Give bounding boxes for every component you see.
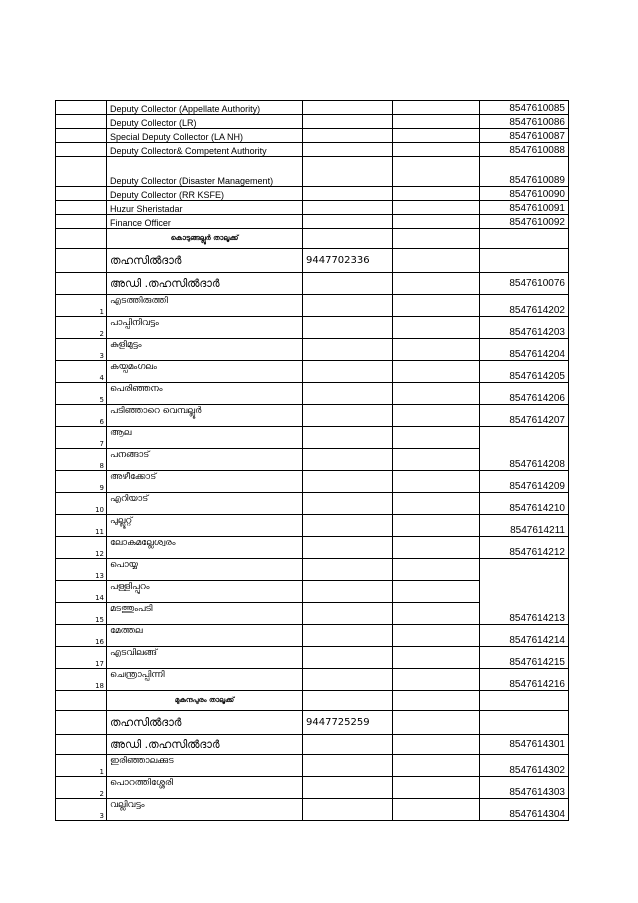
- table-row: [56, 691, 569, 711]
- phone-number: 8547614216: [480, 669, 569, 691]
- phone-number: 8547614210: [480, 493, 569, 515]
- officer-title: Finance Officer: [107, 215, 303, 229]
- serial-cell: 11: [56, 515, 107, 537]
- phone-number: 8547614204: [480, 339, 569, 361]
- phone-number: 8547614209: [480, 471, 569, 493]
- village-name: പുല്ലൂറ്റ്: [107, 515, 303, 537]
- table-row: [56, 625, 569, 647]
- addl-tahsildar-label: അഡി .തഹസിൽദാർ: [107, 735, 303, 755]
- village-name: അഴീക്കോട്: [107, 471, 303, 493]
- village-name: മടത്തുംപടി: [107, 603, 303, 625]
- phone-number: 8547610090: [480, 187, 569, 201]
- serial-cell: 9: [56, 471, 107, 493]
- table-row: [56, 143, 569, 157]
- village-name: പനങ്ങാട്: [107, 449, 303, 471]
- phone-number: 8547610088: [480, 143, 569, 157]
- table-row: [56, 449, 569, 471]
- table-row: [56, 603, 569, 625]
- table-row: [56, 229, 569, 249]
- tahsildar-label: തഹസിൽദാർ: [107, 249, 303, 273]
- village-name: ആല: [107, 427, 303, 449]
- taluk-heading: കൊടുങ്ങല്ലൂർ താലൂക്ക്: [107, 229, 303, 249]
- serial-cell: 16: [56, 625, 107, 647]
- table-row: [56, 317, 569, 339]
- table-row: [56, 101, 569, 115]
- phone-number: 8547614202: [480, 295, 569, 317]
- table-row: [56, 799, 569, 821]
- phone-number: 8547614301: [480, 735, 569, 755]
- phone-number: 9447702336: [303, 249, 393, 273]
- table-row: [56, 383, 569, 405]
- serial-cell: 3: [56, 799, 107, 821]
- officer-title: Deputy Collector (Appellate Authority): [107, 101, 303, 115]
- phone-number: [480, 427, 569, 449]
- phone-number: [480, 581, 569, 603]
- village-name: വല്ലിവട്ടം: [107, 799, 303, 821]
- table-row: [56, 493, 569, 515]
- phone-number: 8547610092: [480, 215, 569, 229]
- serial-cell: 12: [56, 537, 107, 559]
- table-row: [56, 187, 569, 201]
- addl-tahsildar-label: അഡി .തഹസിൽദാർ: [107, 273, 303, 295]
- officer-title: Deputy Collector& Competent Authority: [107, 143, 303, 157]
- table-row: [56, 515, 569, 537]
- serial-cell: 13: [56, 559, 107, 581]
- tahsildar-label: തഹസിൽദാർ: [107, 711, 303, 735]
- table-row: [56, 559, 569, 581]
- officer-title: Deputy Collector (LR): [107, 115, 303, 129]
- phone-number: 8547614208: [480, 449, 569, 471]
- phone-number: 8547610091: [480, 201, 569, 215]
- table-row: [56, 711, 569, 735]
- phone-number: 8547614211: [480, 515, 569, 537]
- table-row: [56, 157, 569, 187]
- table-row: [56, 215, 569, 229]
- contact-table: [55, 100, 569, 821]
- serial-cell: [56, 101, 107, 115]
- phone-number: 8547610085: [480, 101, 569, 115]
- village-name: പെരിഞ്ഞനം: [107, 383, 303, 405]
- phone-number: 8547614206: [480, 383, 569, 405]
- serial-cell: 14: [56, 581, 107, 603]
- phone-number: 8547614304: [480, 799, 569, 821]
- serial-cell: 1: [56, 755, 107, 777]
- village-name: കുളിമുട്ടം: [107, 339, 303, 361]
- phone-number: 8547614303: [480, 777, 569, 799]
- officer-title: Huzur Sheristadar: [107, 201, 303, 215]
- village-name: ലോകമല്ലേശ്വരം: [107, 537, 303, 559]
- phone-number: 8547614203: [480, 317, 569, 339]
- serial-cell: 5: [56, 383, 107, 405]
- serial-cell: 10: [56, 493, 107, 515]
- serial-cell: 15: [56, 603, 107, 625]
- serial-cell: 1: [56, 295, 107, 317]
- table-row: [56, 129, 569, 143]
- village-name: എടവിലങ്ങ്: [107, 647, 303, 669]
- officer-title: Deputy Collector (Disaster Management): [107, 157, 303, 187]
- phone-number: 8547610089: [480, 157, 569, 187]
- table-row: [56, 777, 569, 799]
- table-row: [56, 405, 569, 427]
- serial-cell: 2: [56, 777, 107, 799]
- phone-number: 8547614214: [480, 625, 569, 647]
- table-row: [56, 249, 569, 273]
- table-row: [56, 581, 569, 603]
- phone-number: 8547614302: [480, 755, 569, 777]
- serial-cell: 2: [56, 317, 107, 339]
- table-row: [56, 647, 569, 669]
- serial-cell: 18: [56, 669, 107, 691]
- serial-cell: 7: [56, 427, 107, 449]
- phone-number: 8547610086: [480, 115, 569, 129]
- village-name: പടിഞ്ഞാറെ വെമ്പല്ലൂർ: [107, 405, 303, 427]
- phone-number: 8547614213: [480, 603, 569, 625]
- serial-cell: 3: [56, 339, 107, 361]
- village-name: കയ്പമംഗലം: [107, 361, 303, 383]
- village-name: മേത്തല: [107, 625, 303, 647]
- serial-cell: 4: [56, 361, 107, 383]
- taluk-heading: മുകുന്ദപുരം താലൂക്ക്: [107, 691, 303, 711]
- phone-number: 8547610076: [480, 273, 569, 295]
- table-row: [56, 115, 569, 129]
- table-row: [56, 735, 569, 755]
- table-row: [56, 273, 569, 295]
- village-name: പാപ്പിനിവട്ടം: [107, 317, 303, 339]
- officer-title: Deputy Collector (RR KSFE): [107, 187, 303, 201]
- phone-number: 8547614212: [480, 537, 569, 559]
- table-row: [56, 755, 569, 777]
- village-name: എടത്തിരുത്തി: [107, 295, 303, 317]
- village-name: ഇരിഞ്ഞാലക്കുട: [107, 755, 303, 777]
- village-name: പൊയ്യ: [107, 559, 303, 581]
- table-row: [56, 201, 569, 215]
- village-name: ചെന്ത്രാപ്പിന്നി: [107, 669, 303, 691]
- table-row: [56, 339, 569, 361]
- phone-number: 9447725259: [303, 711, 393, 735]
- phone-number: [480, 559, 569, 581]
- phone-number: 8547610087: [480, 129, 569, 143]
- serial-cell: 17: [56, 647, 107, 669]
- table-row: [56, 427, 569, 449]
- table-row: [56, 361, 569, 383]
- village-name: പള്ളിപ്പുറം: [107, 581, 303, 603]
- table-row: [56, 471, 569, 493]
- table-row: [56, 669, 569, 691]
- table-row: [56, 295, 569, 317]
- table-row: [56, 537, 569, 559]
- village-name: എറിയാട്: [107, 493, 303, 515]
- phone-number: 8547614205: [480, 361, 569, 383]
- serial-cell: 8: [56, 449, 107, 471]
- village-name: പൊറത്തിശ്ശേരി: [107, 777, 303, 799]
- serial-cell: 6: [56, 405, 107, 427]
- phone-number: 8547614207: [480, 405, 569, 427]
- phone-number: 8547614215: [480, 647, 569, 669]
- officer-title: Special Deputy Collector (LA NH): [107, 129, 303, 143]
